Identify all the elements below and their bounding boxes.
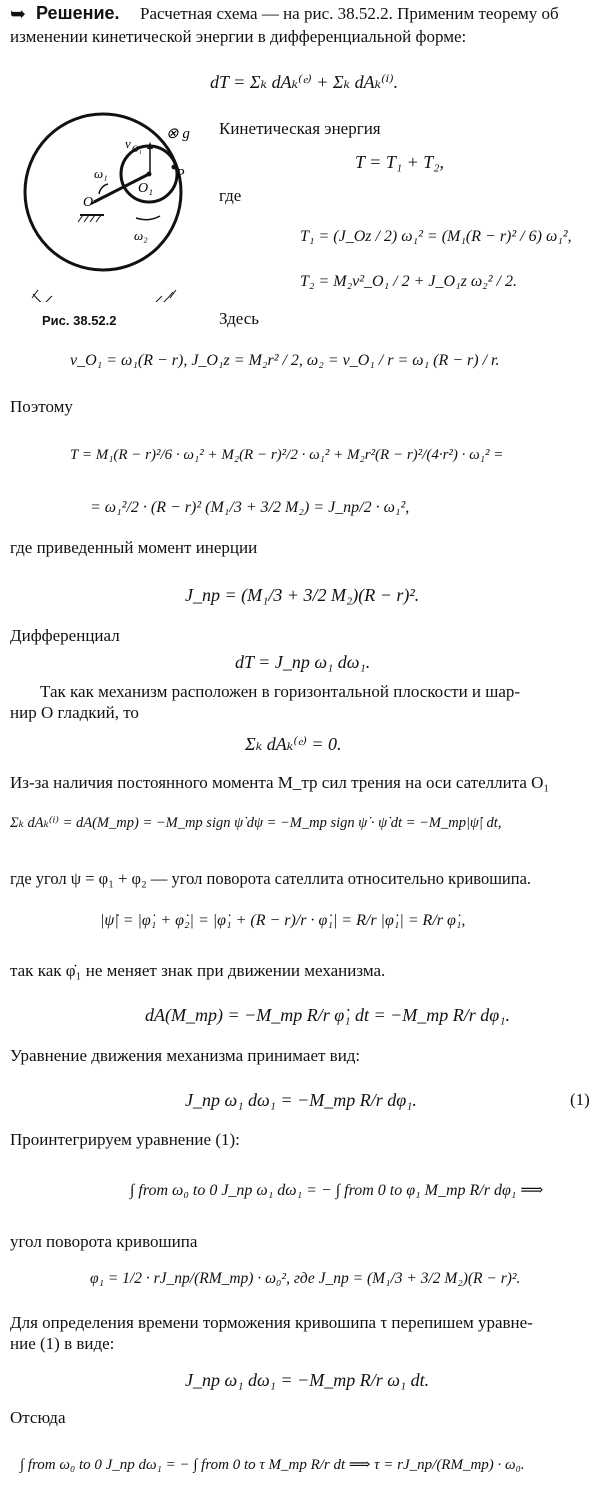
- equation-8: dT = J_пр ω₁ dω₁.: [235, 652, 371, 672]
- integrate-text: Проинтегрируем уравнение (1):: [10, 1130, 240, 1149]
- label-o1: O₁: [138, 181, 153, 196]
- intro-line-1: Расчетная схема — на рис. 38.52.2. Применим теорему об: [140, 4, 559, 23]
- equation-6a: T = M₁(R − r)²/6 · ω₁² + M₂(R − r)²/2 · ω₁² + M₂r²(R − r)²/(4·r²) · ω₁² =: [70, 447, 504, 463]
- friction-text: Из-за наличия постоянного момента M_тр сил трения на оси сателлита O₁: [10, 773, 550, 792]
- equation-9: Σₖ dAₖ⁽ᵉ⁾ = 0.: [245, 734, 342, 754]
- equation-11: |ψ̇| = |φ̇₁ + φ̇₂| = |φ̇₁ + (R − r)/r · φ̇₁| = R/r |φ̇₁| = R/r φ̇₁,: [100, 912, 466, 929]
- equation-13: J_пр ω₁ dω₁ = −M_тр R/r dφ₁.: [185, 1090, 417, 1110]
- horizontal-text-2: нир O гладкий, то: [10, 703, 139, 722]
- sign-text: так как φ̇₁ не меняет знак при движении механизма.: [10, 961, 386, 980]
- equation-12: dA(M_тр) = −M_тр R/r φ̇₁ dt = −M_тр R/r dφ₁.: [145, 1005, 510, 1025]
- label-p: P: [176, 167, 185, 182]
- label-omega2: ω₂: [134, 228, 148, 243]
- where-label: где: [219, 186, 242, 205]
- label-v-sub: O₁: [132, 144, 142, 154]
- differential-label: Дифференциал: [10, 626, 120, 645]
- hence-label: Отсюда: [10, 1408, 66, 1427]
- intro-line-2: изменении кинетической энергии в дифференциальной форме:: [10, 27, 467, 46]
- horizontal-text-1: Так как механизм расположен в горизонтальной плоскости и шар-: [40, 682, 521, 701]
- equation-16: J_пр ω₁ dω₁ = −M_тр R/r ω₁ dt.: [185, 1370, 430, 1390]
- reduced-inertia-label: где приведенный момент инерции: [10, 538, 258, 557]
- equation-10: Σₖ dAₖ⁽ⁱ⁾ = dA(M_тр) = −M_тр sign ψ̇ dψ = −M_тр sign ψ̇ · ψ̇ dt = −M_тр|ψ̇| dt,: [10, 815, 502, 831]
- equation-6b: = ω₁²/2 · (R − r)² (M₁/3 + 3/2 M₂) = J_пр/2 · ω₁²,: [90, 499, 410, 516]
- omega2-arrow: [136, 216, 160, 220]
- crank-angle-text: угол поворота кривошипа: [10, 1232, 198, 1251]
- equation-5: v_O₁ = ω₁(R − r), J_O₁z = M₂r² / 2, ω₂ = v_O₁ / r = ω₁ (R − r) / r.: [70, 352, 500, 369]
- center-o1: [147, 172, 152, 177]
- mechanism-figure: [8, 112, 208, 302]
- omega1-arrow: [99, 184, 108, 194]
- brake-text-2: ние (1) в виде:: [10, 1334, 115, 1353]
- equation-4: T₂ = M₂v²_O₁ / 2 + J_O₁z ω₂² / 2.: [300, 273, 517, 290]
- motion-text: Уравнение движения механизма принимает вид:: [10, 1046, 361, 1065]
- here-label: Здесь: [219, 309, 260, 328]
- therefore-label: Поэтому: [10, 397, 73, 416]
- equation-3: T₁ = (J_Oz / 2) ω₁² = (M₁(R − r)² / 6) ω₁²,: [300, 228, 572, 245]
- label-g: ⊗ g: [166, 126, 190, 142]
- outer-ring: [25, 114, 181, 270]
- equation-1: dT = Σₖ dAₖ⁽ᵉ⁾ + Σₖ dAₖ⁽ⁱ⁾.: [210, 72, 399, 92]
- label-o: O: [83, 195, 94, 210]
- kinetic-label: Кинетическая энергия: [219, 119, 381, 138]
- label-omega1: ω₁: [94, 166, 108, 181]
- label-v: v: [125, 136, 131, 151]
- equation-7: J_пр = (M₁/3 + 3/2 M₂)(R − r)².: [185, 585, 420, 605]
- angle-text: где угол ψ = φ₁ + φ₂ — угол поворота сателлита относительно кривошипа.: [10, 869, 532, 888]
- solution-heading: Решение.: [36, 3, 120, 23]
- figure-caption: Рис. 38.52.2: [42, 313, 117, 328]
- equation-14: ∫ from ω₀ to 0 J_пр ω₁ dω₁ = − ∫ from 0 to φ₁ M_тр R/r dφ₁ ⟹: [130, 1182, 544, 1199]
- brake-text-1: Для определения времени торможения кривошипа τ перепишем уравне-: [10, 1313, 533, 1332]
- solution-arrow-icon: ➥: [10, 4, 26, 25]
- equation-17: ∫ from ω₀ to 0 J_пр dω₁ = − ∫ from 0 to τ M_тр R/r dt ⟹ τ = rJ_пр/(RM_тр) · ω₀.: [20, 1457, 525, 1473]
- equation-13-number: (1): [570, 1090, 590, 1109]
- equation-15: φ₁ = 1/2 · rJ_пр/(RM_тр) · ω₀², где J_пр = (M₁/3 + 3/2 M₂)(R − r)².: [90, 1270, 521, 1287]
- equation-2: T = T₁ + T₂,: [355, 152, 445, 172]
